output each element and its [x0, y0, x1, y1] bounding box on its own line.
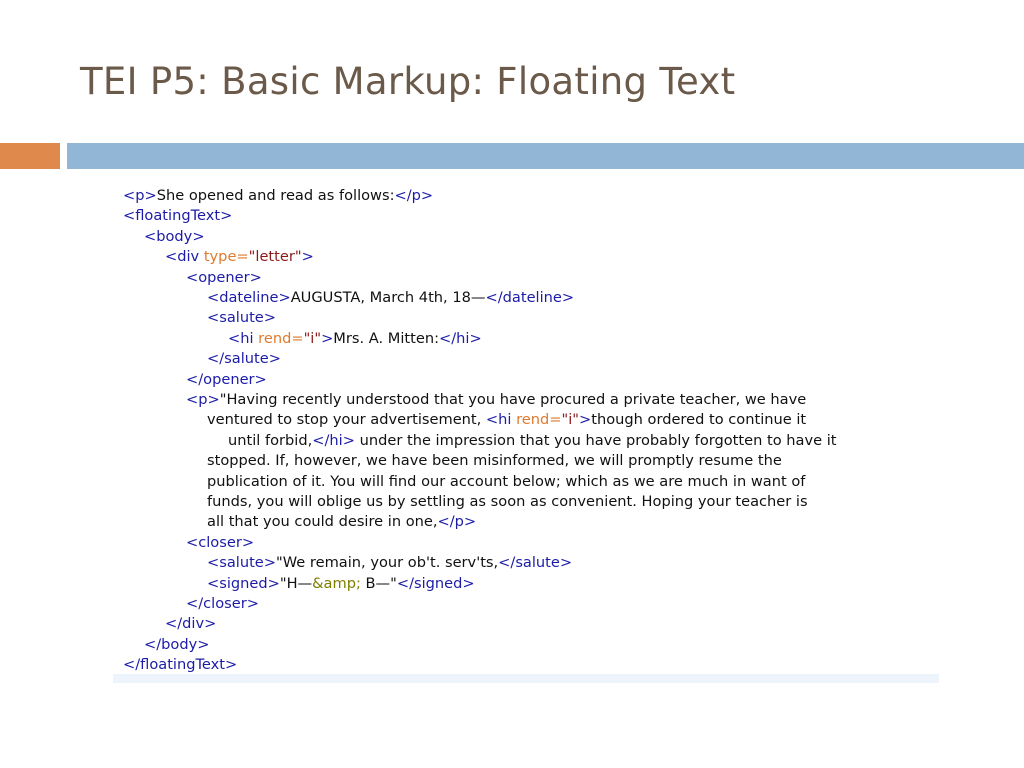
code-text: Mrs. A. Mitten: — [333, 329, 440, 347]
code-line — [123, 655, 237, 675]
code-tag: > — [321, 329, 334, 347]
code-tag: <salute> — [207, 309, 277, 327]
code-line — [228, 329, 482, 349]
code-line — [186, 594, 259, 614]
code-text: "We remain, your ob't. serv'ts, — [276, 554, 499, 572]
code-tag: </closer> — [186, 595, 259, 612]
code-attribute: type= — [203, 248, 249, 266]
code-tag: </signed> — [396, 574, 475, 592]
code-line — [144, 227, 205, 247]
slide-title: TEI P5: Basic Markup: Floating Text — [80, 60, 736, 103]
code-text: though ordered to continue it — [591, 411, 807, 429]
code-text: under the impression that you have probably forgotten to have it — [354, 431, 837, 449]
code-line — [123, 186, 433, 206]
code-tag: </body> — [144, 635, 210, 653]
code-text: B—" — [360, 574, 397, 592]
code-tag: <signed> — [207, 574, 280, 592]
code-tag: <dateline> — [207, 289, 291, 306]
code-tag: </p> — [437, 513, 477, 531]
code-text: "H— — [279, 574, 313, 592]
code-line — [186, 390, 806, 410]
code-tag: <p> — [186, 391, 220, 408]
code-attribute: rend= — [516, 411, 562, 429]
code-attribute-value: "i" — [303, 329, 322, 347]
code-attribute: rend= — [258, 329, 304, 347]
code-line — [207, 574, 475, 594]
code-tag: </opener> — [186, 370, 267, 388]
code-panel — [113, 183, 939, 683]
code-text: stopped. If, however, we have been misinformed, we will promptly resume the — [207, 452, 782, 470]
code-line — [165, 247, 314, 267]
code-line — [186, 533, 254, 553]
code-attribute-value: "i" — [561, 411, 579, 429]
code-tag: </p> — [394, 187, 434, 204]
accent-bar-blue — [67, 143, 1024, 169]
code-text: until forbid, — [228, 431, 313, 449]
code-line — [144, 635, 209, 655]
accent-bar-orange — [0, 143, 60, 169]
code-tag: <p> — [123, 187, 157, 204]
code-tag: </salute> — [498, 554, 573, 572]
code-tag: <opener> — [186, 268, 262, 286]
code-line — [207, 512, 476, 532]
code-tag: <closer> — [186, 533, 255, 551]
code-line — [186, 370, 267, 390]
code-line — [207, 451, 782, 471]
code-line — [165, 614, 216, 634]
code-tag: </hi> — [439, 329, 482, 347]
code-tag: <floatingText> — [123, 207, 233, 225]
code-line — [207, 308, 276, 328]
code-line — [207, 349, 281, 369]
code-tag: </div> — [165, 615, 217, 633]
code-text: publication of it. You will find our account below; which as we are much in want of — [207, 472, 806, 490]
code-tag: <hi — [485, 411, 517, 429]
code-text: all that you could desire in one, — [207, 513, 438, 531]
code-tag: </hi> — [312, 431, 355, 449]
code-tag: <hi — [228, 329, 259, 347]
code-text: She opened and read as follows: — [156, 187, 395, 204]
code-tag: </floatingText> — [123, 656, 238, 674]
code-tag: <salute> — [207, 554, 277, 572]
code-tag: </dateline> — [485, 289, 575, 306]
code-line — [207, 492, 808, 512]
code-text: "Having recently understood that you have procured a private teacher, we have — [219, 391, 807, 408]
code-tag: </salute> — [207, 350, 281, 368]
code-line — [207, 288, 574, 308]
code-line — [207, 410, 806, 430]
code-line — [207, 553, 572, 573]
code-tag: > — [301, 248, 314, 266]
code-tag: <body> — [144, 227, 205, 245]
code-line — [228, 431, 837, 451]
code-tag: <div — [165, 248, 204, 266]
code-line — [123, 206, 232, 226]
code-text: AUGUSTA, March 4th, 18— — [290, 289, 486, 306]
code-attribute-value: "letter" — [248, 248, 302, 266]
code-text: funds, you will oblige us by settling as soon as convenient. Hoping your teacher is — [207, 493, 808, 510]
code-line — [186, 268, 262, 288]
code-line — [207, 472, 805, 492]
code-text: ventured to stop your advertisement, — [207, 411, 486, 429]
code-entity: &amp; — [312, 574, 361, 592]
code-tag: > — [578, 411, 592, 429]
